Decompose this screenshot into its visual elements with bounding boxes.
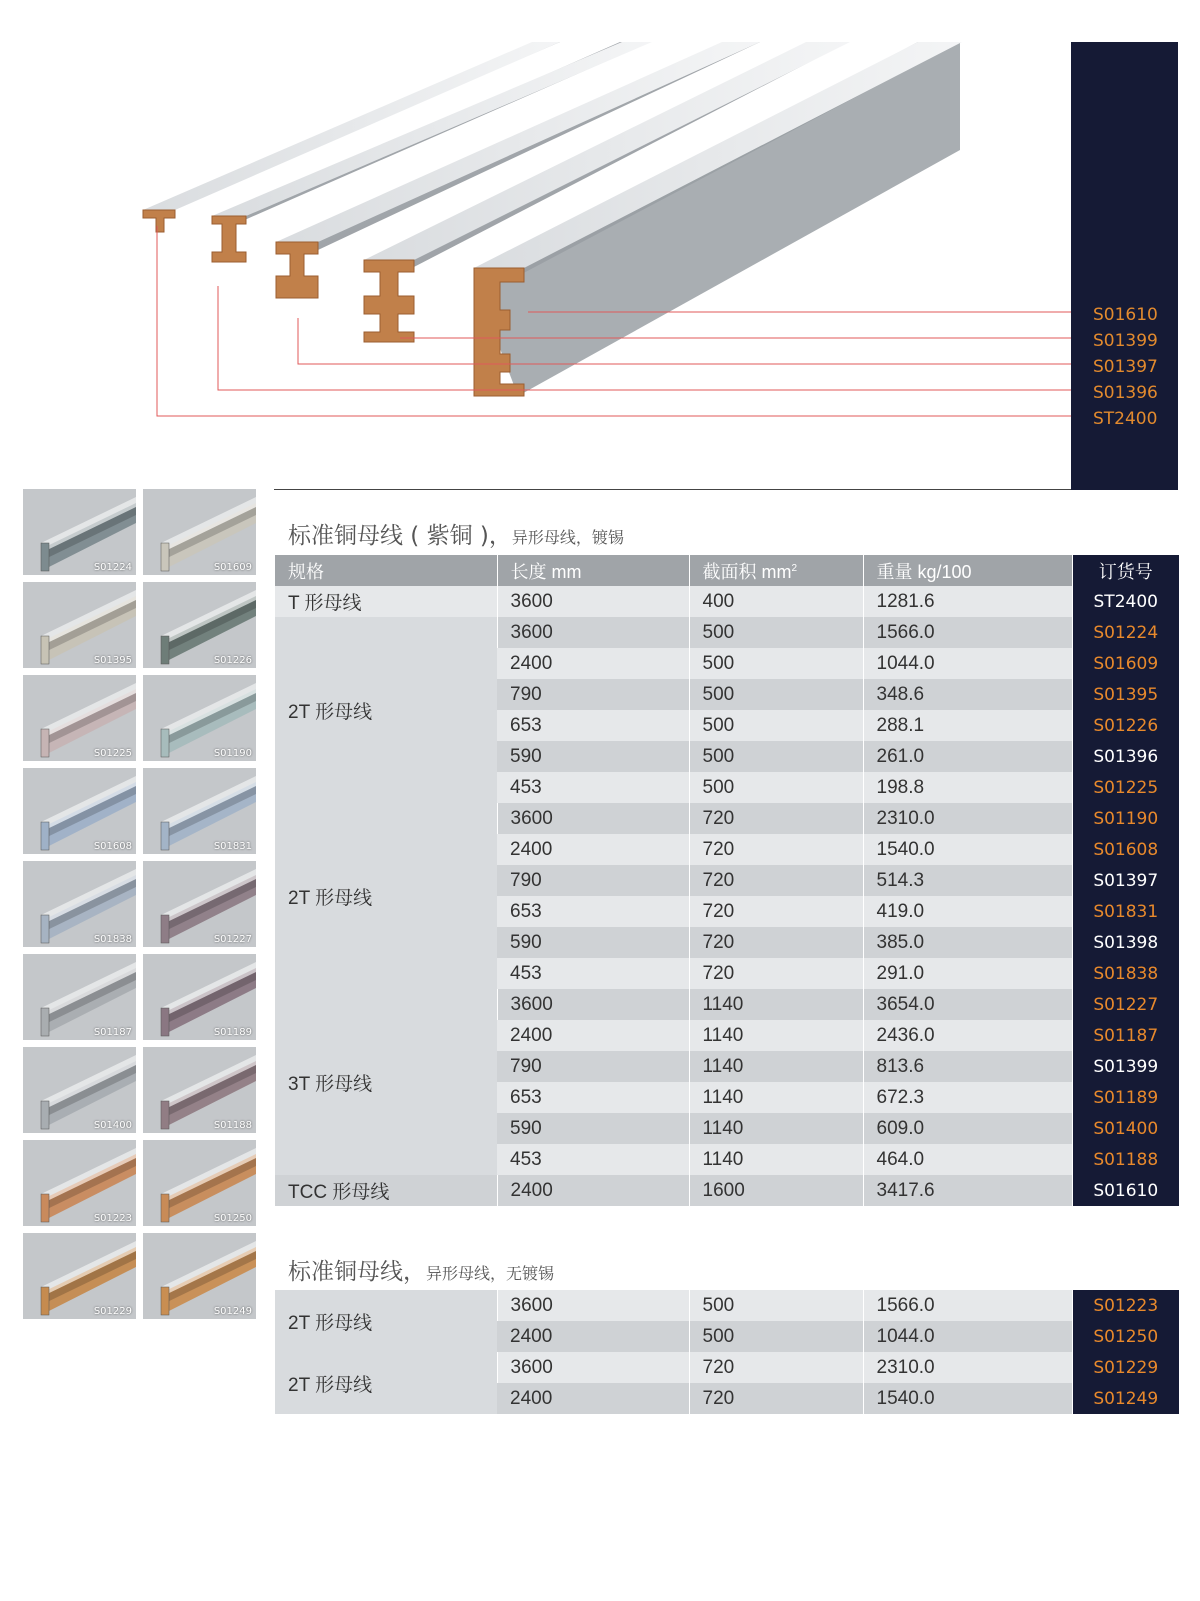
table-row <box>275 803 1179 834</box>
cell-length: 3600 <box>497 1352 689 1383</box>
section-title-main: 标准铜母线 ( 紫铜 )， <box>288 523 512 549</box>
header-area-sup: 2 <box>791 562 798 574</box>
cell-order-code: S01396 <box>1072 741 1179 772</box>
swatch-code: S01831 <box>213 841 252 852</box>
cell-weight: 1281.6 <box>863 586 1072 617</box>
swatch-code: S01223 <box>93 1213 132 1224</box>
divider <box>274 489 1071 490</box>
cell-area: 500 <box>689 648 863 679</box>
cell-spec: TCC 形母线 <box>275 1175 497 1206</box>
cell-spec: 2T 形母线 <box>275 617 497 803</box>
cell-order-code: S01190 <box>1072 803 1179 834</box>
cell-weight: 2310.0 <box>863 803 1072 834</box>
cell-order-code: S01227 <box>1072 989 1179 1020</box>
busbar-end <box>364 260 414 342</box>
cell-area: 500 <box>689 1321 863 1352</box>
header-length: 长度 mm <box>497 555 689 586</box>
cell-order-code: S01608 <box>1072 834 1179 865</box>
cell-length: 590 <box>497 927 689 958</box>
busbar-end <box>212 216 246 262</box>
cell-order-code: S01249 <box>1072 1383 1179 1414</box>
cell-weight: 609.0 <box>863 1113 1072 1144</box>
cell-order-code: S01398 <box>1072 927 1179 958</box>
cell-order-code: ST2400 <box>1072 586 1179 617</box>
cell-weight: 348.6 <box>863 679 1072 710</box>
header-area-label: 截面积 mm <box>702 561 792 582</box>
cell-order-code: S01395 <box>1072 679 1179 710</box>
cell-area: 720 <box>689 896 863 927</box>
cell-order-code: S01610 <box>1072 1175 1179 1206</box>
swatch-code: S01395 <box>93 655 132 666</box>
cell-area: 720 <box>689 803 863 834</box>
cell-weight: 1566.0 <box>863 1290 1072 1321</box>
cell-length: 590 <box>497 741 689 772</box>
swatch-code: S01229 <box>93 1306 132 1317</box>
cell-area: 1140 <box>689 1144 863 1175</box>
product-swatch <box>143 1047 256 1133</box>
section-title-main: 标准铜母线， <box>288 1259 426 1285</box>
product-swatch <box>23 675 136 761</box>
table-row <box>275 1290 1179 1321</box>
cell-length: 2400 <box>497 1383 689 1414</box>
header-area <box>689 555 863 586</box>
callout-label: ST2400 <box>1093 409 1158 429</box>
busbar-top <box>143 42 560 210</box>
cell-weight: 198.8 <box>863 772 1072 803</box>
cell-weight: 261.0 <box>863 741 1072 772</box>
swatch-code: S01227 <box>213 934 252 945</box>
cell-length: 2400 <box>497 648 689 679</box>
cell-weight: 464.0 <box>863 1144 1072 1175</box>
cell-order-code: S01399 <box>1072 1051 1179 1082</box>
product-swatch <box>143 954 256 1040</box>
cell-length: 2400 <box>497 1321 689 1352</box>
cell-length: 2400 <box>497 1020 689 1051</box>
cell-weight: 419.0 <box>863 896 1072 927</box>
product-swatch <box>143 768 256 854</box>
swatch-code: S01225 <box>93 748 132 759</box>
cell-length: 790 <box>497 679 689 710</box>
swatch-code: S01400 <box>93 1120 132 1131</box>
cell-length: 590 <box>497 1113 689 1144</box>
swatch-code: S01250 <box>213 1213 252 1224</box>
section-title <box>288 517 624 550</box>
callout-line <box>298 318 1078 364</box>
product-swatch <box>143 675 256 761</box>
cell-order-code: S01609 <box>1072 648 1179 679</box>
cell-area: 500 <box>689 741 863 772</box>
cell-weight: 1540.0 <box>863 834 1072 865</box>
cell-spec: 2T 形母线 <box>275 1290 497 1352</box>
product-swatch <box>23 582 136 668</box>
product-swatch <box>23 768 136 854</box>
table-row <box>275 617 1179 648</box>
section-subtitle: 异形母线，无镀锡 <box>426 1264 555 1283</box>
spec-table-tinned <box>275 555 1179 1206</box>
cell-spec: 2T 形母线 <box>275 803 497 989</box>
cell-weight: 813.6 <box>863 1051 1072 1082</box>
cell-order-code: S01187 <box>1072 1020 1179 1051</box>
cell-area: 1600 <box>689 1175 863 1206</box>
cell-area: 720 <box>689 1352 863 1383</box>
cell-spec: 2T 形母线 <box>275 1352 497 1414</box>
cell-area: 500 <box>689 617 863 648</box>
cell-length: 790 <box>497 1051 689 1082</box>
header-weight: 重量 kg/100 <box>863 555 1072 586</box>
cell-order-code: S01223 <box>1072 1290 1179 1321</box>
callout-label: S01610 <box>1093 305 1158 325</box>
cell-length: 453 <box>497 958 689 989</box>
product-swatch <box>23 861 136 947</box>
cell-length: 653 <box>497 710 689 741</box>
swatch-code: S01608 <box>93 841 132 852</box>
cell-length: 790 <box>497 865 689 896</box>
cell-order-code: S01838 <box>1072 958 1179 989</box>
header-spec: 规格 <box>275 555 497 586</box>
cell-area: 1140 <box>689 989 863 1020</box>
swatch-code: S01190 <box>213 748 252 759</box>
cell-area: 720 <box>689 834 863 865</box>
cell-length: 3600 <box>497 617 689 648</box>
cell-order-code: S01250 <box>1072 1321 1179 1352</box>
cell-spec: T 形母线 <box>275 586 497 617</box>
swatch-code: S01187 <box>93 1027 132 1038</box>
cell-area: 720 <box>689 1383 863 1414</box>
cell-weight: 3654.0 <box>863 989 1072 1020</box>
callout-label: S01396 <box>1093 383 1158 403</box>
product-swatch <box>143 489 256 575</box>
busbar-end <box>276 242 318 298</box>
table-header-row <box>275 555 1179 586</box>
cell-weight: 1540.0 <box>863 1383 1072 1414</box>
cell-length: 3600 <box>497 1290 689 1321</box>
cell-weight: 1044.0 <box>863 1321 1072 1352</box>
swatch-code: S01609 <box>213 562 252 573</box>
cell-length: 3600 <box>497 586 689 617</box>
swatch-code: S01224 <box>93 562 132 573</box>
cell-weight: 385.0 <box>863 927 1072 958</box>
product-swatch <box>23 489 136 575</box>
cell-order-code: S01226 <box>1072 710 1179 741</box>
cell-area: 400 <box>689 586 863 617</box>
cell-length: 2400 <box>497 834 689 865</box>
product-swatch <box>143 582 256 668</box>
cell-length: 653 <box>497 1082 689 1113</box>
product-swatch <box>23 1140 136 1226</box>
cell-length: 3600 <box>497 803 689 834</box>
cell-area: 500 <box>689 710 863 741</box>
cell-order-code: S01400 <box>1072 1113 1179 1144</box>
cell-area: 720 <box>689 958 863 989</box>
cell-length: 453 <box>497 772 689 803</box>
cell-area: 500 <box>689 772 863 803</box>
cell-weight: 291.0 <box>863 958 1072 989</box>
busbar-profiles-drawing <box>0 0 1200 490</box>
table-row <box>275 586 1179 617</box>
spec-table-untinned <box>275 1290 1179 1414</box>
table-row <box>275 1352 1179 1383</box>
cell-area: 1140 <box>689 1082 863 1113</box>
busbar-illustration <box>0 0 1200 490</box>
swatch-code: S01188 <box>213 1120 252 1131</box>
callout-label: S01397 <box>1093 357 1158 377</box>
cell-weight: 1044.0 <box>863 648 1072 679</box>
cell-area: 1140 <box>689 1113 863 1144</box>
table-row <box>275 989 1179 1020</box>
busbar-end <box>143 210 175 232</box>
cell-weight: 1566.0 <box>863 617 1072 648</box>
swatch-code: S01226 <box>213 655 252 666</box>
swatch-code: S01189 <box>213 1027 252 1038</box>
cell-weight: 3417.6 <box>863 1175 1072 1206</box>
cell-area: 500 <box>689 1290 863 1321</box>
cell-spec: 3T 形母线 <box>275 989 497 1175</box>
cell-length: 453 <box>497 1144 689 1175</box>
cell-area: 720 <box>689 865 863 896</box>
cell-order-code: S01229 <box>1072 1352 1179 1383</box>
cell-area: 500 <box>689 679 863 710</box>
section-subtitle: 异形母线，镀锡 <box>511 528 624 547</box>
product-swatch <box>143 1140 256 1226</box>
product-swatch <box>23 954 136 1040</box>
cell-weight: 2310.0 <box>863 1352 1072 1383</box>
swatch-code: S01249 <box>213 1306 252 1317</box>
cell-area: 720 <box>689 927 863 958</box>
cell-length: 653 <box>497 896 689 927</box>
cell-order-code: S01188 <box>1072 1144 1179 1175</box>
swatch-code: S01838 <box>93 934 132 945</box>
cell-weight: 2436.0 <box>863 1020 1072 1051</box>
cell-weight: 672.3 <box>863 1082 1072 1113</box>
cell-weight: 288.1 <box>863 710 1072 741</box>
header-order: 订货号 <box>1072 555 1179 586</box>
cell-order-code: S01397 <box>1072 865 1179 896</box>
product-swatch <box>143 861 256 947</box>
cell-order-code: S01189 <box>1072 1082 1179 1113</box>
product-swatch <box>143 1233 256 1319</box>
cell-order-code: S01831 <box>1072 896 1179 927</box>
cell-order-code: S01224 <box>1072 617 1179 648</box>
cell-area: 1140 <box>689 1020 863 1051</box>
product-swatch <box>23 1047 136 1133</box>
callout-label: S01399 <box>1093 331 1158 351</box>
cell-length: 3600 <box>497 989 689 1020</box>
cell-order-code: S01225 <box>1072 772 1179 803</box>
cell-length: 2400 <box>497 1175 689 1206</box>
product-swatch <box>23 1233 136 1319</box>
table-row <box>275 1175 1179 1206</box>
section-title <box>288 1253 554 1286</box>
cell-area: 1140 <box>689 1051 863 1082</box>
cell-weight: 514.3 <box>863 865 1072 896</box>
